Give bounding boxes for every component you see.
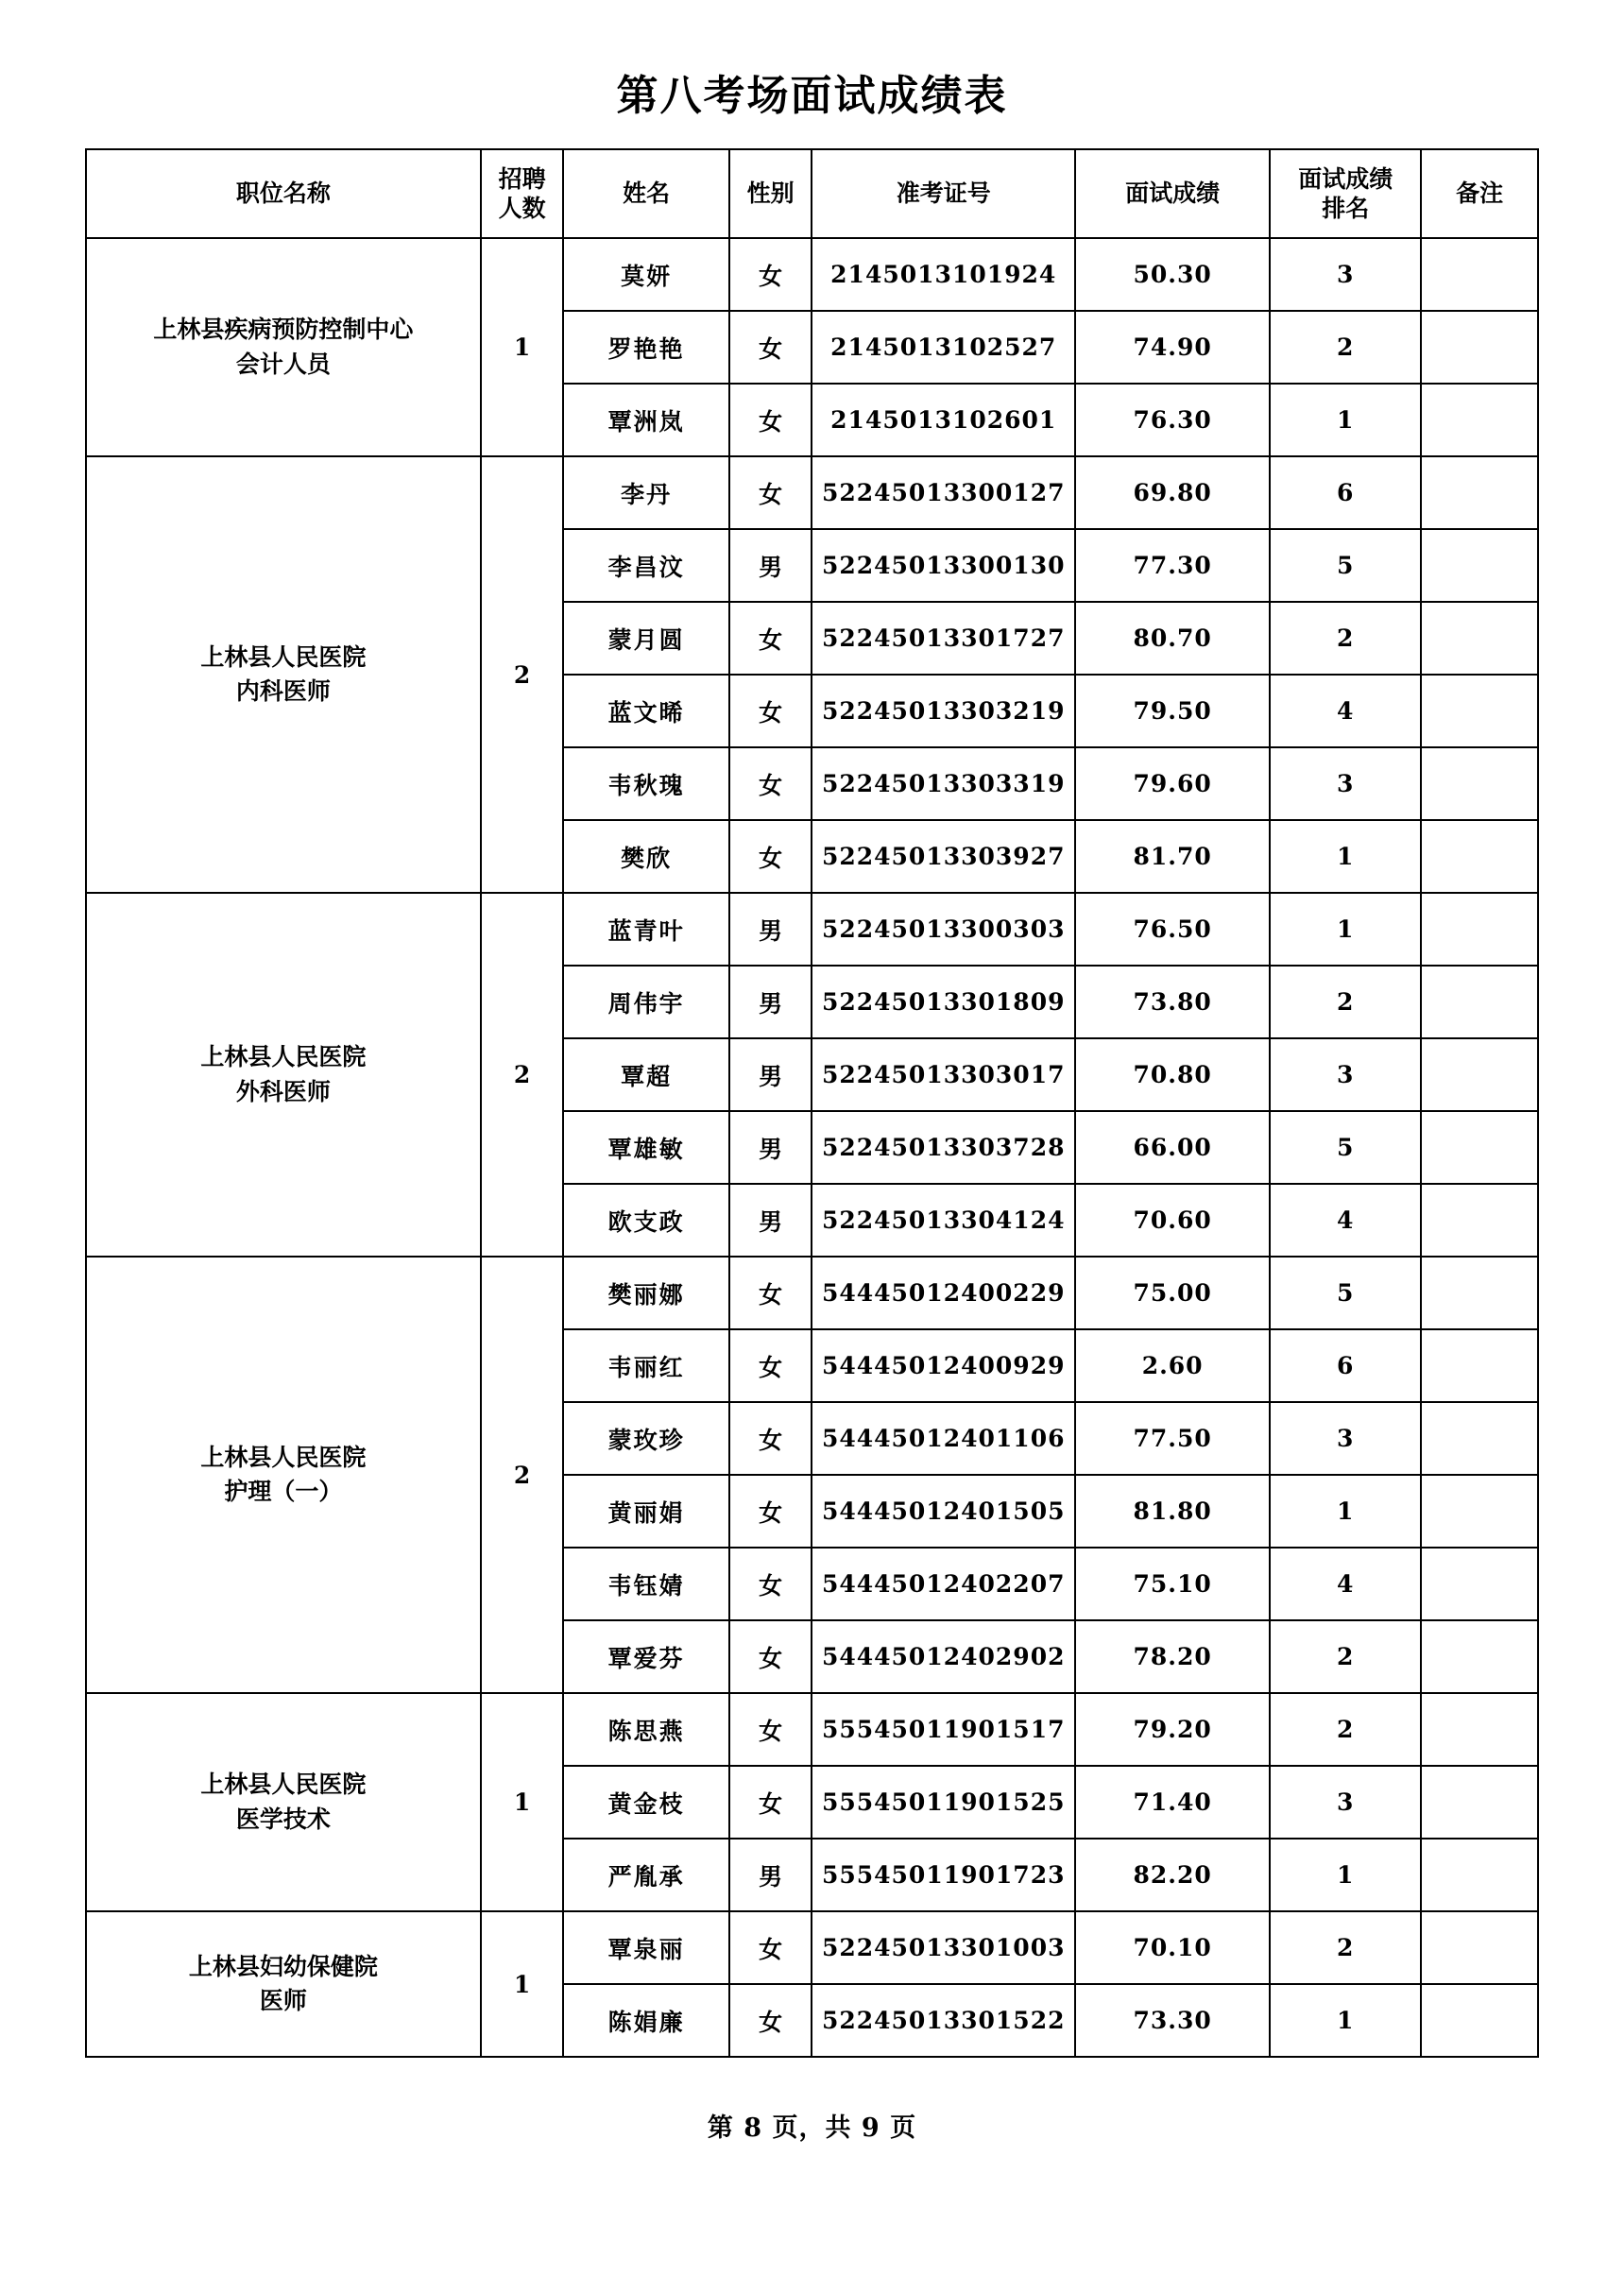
admission-id-cell: 54445012401106	[812, 1402, 1075, 1475]
interview-rank-cell: 4	[1270, 1184, 1421, 1257]
table-row	[86, 893, 1538, 966]
remark-cell	[1421, 893, 1538, 966]
interview-rank-cell: 6	[1270, 1329, 1421, 1402]
interview-rank-cell: 3	[1270, 747, 1421, 820]
admission-id-cell: 52245013303319	[812, 747, 1075, 820]
interview-rank-cell: 4	[1270, 675, 1421, 747]
remark-cell	[1421, 1402, 1538, 1475]
interview-rank-cell: 2	[1270, 1911, 1421, 1984]
remark-cell	[1421, 747, 1538, 820]
gender-cell: 男	[729, 1038, 812, 1111]
candidate-name-cell: 覃雄敏	[563, 1111, 728, 1184]
position-name-cell	[86, 456, 481, 893]
interview-score-cell: 73.30	[1075, 1984, 1270, 2057]
interview-rank-cell: 1	[1270, 1984, 1421, 2057]
interview-score-cell: 2.60	[1075, 1329, 1270, 1402]
interview-score-cell: 78.20	[1075, 1620, 1270, 1693]
admission-id-cell: 54445012400929	[812, 1329, 1075, 1402]
table-body	[86, 238, 1538, 2057]
position-name-line1: 上林县疾病预防控制中心	[153, 316, 414, 344]
interview-rank-cell: 1	[1270, 1839, 1421, 1911]
remark-cell	[1421, 1911, 1538, 1984]
interview-rank-cell: 3	[1270, 1402, 1421, 1475]
gender-cell: 男	[729, 966, 812, 1038]
admission-id-cell: 2145013101924	[812, 238, 1075, 311]
table-row	[86, 1911, 1538, 1984]
gender-cell: 女	[729, 1911, 812, 1984]
admission-id-cell: 52245013304124	[812, 1184, 1075, 1257]
interview-score-cell: 79.60	[1075, 747, 1270, 820]
interview-rank-cell: 2	[1270, 1693, 1421, 1766]
interview-score-cell: 70.60	[1075, 1184, 1270, 1257]
gender-cell: 女	[729, 1402, 812, 1475]
admission-id-cell: 55545011901517	[812, 1693, 1075, 1766]
gender-cell: 男	[729, 529, 812, 602]
interview-rank-cell: 2	[1270, 966, 1421, 1038]
candidate-name-cell: 黄金枝	[563, 1766, 728, 1839]
admission-id-cell: 52245013300303	[812, 893, 1075, 966]
page-title: 第八考场面试成绩表	[616, 72, 1008, 120]
candidate-name-cell: 覃超	[563, 1038, 728, 1111]
candidate-name-cell: 樊丽娜	[563, 1257, 728, 1329]
admission-id-cell: 54445012402902	[812, 1620, 1075, 1693]
interview-score-cell: 73.80	[1075, 966, 1270, 1038]
column-header-count-line1: 招聘	[498, 164, 546, 193]
admission-id-cell: 54445012400229	[812, 1257, 1075, 1329]
interview-score-cell: 75.10	[1075, 1548, 1270, 1620]
interview-rank-cell: 5	[1270, 1257, 1421, 1329]
remark-cell	[1421, 1475, 1538, 1548]
candidate-name-cell: 韦钰婧	[563, 1548, 728, 1620]
table-header-row	[86, 149, 1538, 238]
column-header-rank-line1: 面试成绩	[1298, 164, 1393, 193]
interview-score-cell: 74.90	[1075, 311, 1270, 384]
admission-id-cell: 52245013303728	[812, 1111, 1075, 1184]
position-name-line2: 医学技术	[235, 1805, 331, 1833]
interview-rank-cell: 4	[1270, 1548, 1421, 1620]
admission-id-cell: 54445012401505	[812, 1475, 1075, 1548]
interview-score-cell: 70.80	[1075, 1038, 1270, 1111]
candidate-name-cell: 覃爱芬	[563, 1620, 728, 1693]
recruit-count-cell: 2	[481, 456, 564, 893]
gender-cell: 女	[729, 820, 812, 893]
interview-score-cell: 69.80	[1075, 456, 1270, 529]
admission-id-cell: 52245013300127	[812, 456, 1075, 529]
remark-cell	[1421, 675, 1538, 747]
interview-score-cell: 81.80	[1075, 1475, 1270, 1548]
candidate-name-cell: 李丹	[563, 456, 728, 529]
remark-cell	[1421, 238, 1538, 311]
admission-id-cell: 55545011901525	[812, 1766, 1075, 1839]
interview-score-cell: 70.10	[1075, 1911, 1270, 1984]
interview-rank-cell: 1	[1270, 820, 1421, 893]
admission-id-cell: 52245013301522	[812, 1984, 1075, 2057]
page-footer: 第 8 页，共 9 页	[707, 2113, 917, 2143]
candidate-name-cell: 莫妍	[563, 238, 728, 311]
position-name-line2: 护理（一）	[224, 1478, 343, 1505]
interview-rank-cell: 3	[1270, 1038, 1421, 1111]
candidate-name-cell: 韦丽红	[563, 1329, 728, 1402]
remark-cell	[1421, 456, 1538, 529]
candidate-name-cell: 蓝青叶	[563, 893, 728, 966]
gender-cell: 女	[729, 238, 812, 311]
table-row	[86, 1257, 1538, 1329]
interview-score-table	[85, 148, 1539, 2058]
candidate-name-cell: 罗艳艳	[563, 311, 728, 384]
admission-id-cell: 55545011901723	[812, 1839, 1075, 1911]
position-name-line2: 会计人员	[235, 350, 331, 378]
position-name-line1: 上林县人民医院	[200, 642, 367, 671]
position-name-line1: 上林县妇幼保健院	[188, 1952, 378, 1980]
table-row	[86, 1693, 1538, 1766]
candidate-name-cell: 周伟宇	[563, 966, 728, 1038]
interview-rank-cell: 5	[1270, 529, 1421, 602]
gender-cell: 女	[729, 602, 812, 675]
interview-rank-cell: 3	[1270, 1766, 1421, 1839]
candidate-name-cell: 欧支政	[563, 1184, 728, 1257]
recruit-count-cell: 2	[481, 893, 564, 1257]
interview-rank-cell: 6	[1270, 456, 1421, 529]
position-name-cell	[86, 1257, 481, 1693]
candidate-name-cell: 蓝文晞	[563, 675, 728, 747]
admission-id-cell: 54445012402207	[812, 1548, 1075, 1620]
column-header-rank-line2: 排名	[1322, 195, 1370, 222]
remark-cell	[1421, 1548, 1538, 1620]
admission-id-cell: 52245013301003	[812, 1911, 1075, 1984]
interview-score-cell: 77.50	[1075, 1402, 1270, 1475]
gender-cell: 女	[729, 456, 812, 529]
column-header-rank	[1270, 149, 1421, 238]
admission-id-cell: 2145013102527	[812, 311, 1075, 384]
admission-id-cell: 52245013303017	[812, 1038, 1075, 1111]
interview-rank-cell: 2	[1270, 1620, 1421, 1693]
gender-cell: 女	[729, 1548, 812, 1620]
remark-cell	[1421, 1839, 1538, 1911]
interview-rank-cell: 1	[1270, 1475, 1421, 1548]
recruit-count-cell: 1	[481, 238, 564, 456]
interview-rank-cell: 2	[1270, 311, 1421, 384]
gender-cell: 女	[729, 311, 812, 384]
remark-cell	[1421, 1766, 1538, 1839]
remark-cell	[1421, 1620, 1538, 1693]
table-header	[86, 149, 1538, 238]
interview-score-cell: 50.30	[1075, 238, 1270, 311]
admission-id-cell: 52245013300130	[812, 529, 1075, 602]
interview-score-cell: 80.70	[1075, 602, 1270, 675]
gender-cell: 女	[729, 1766, 812, 1839]
candidate-name-cell: 李昌汶	[563, 529, 728, 602]
gender-cell: 女	[729, 1693, 812, 1766]
remark-cell	[1421, 1329, 1538, 1402]
gender-cell: 女	[729, 747, 812, 820]
gender-cell: 男	[729, 893, 812, 966]
gender-cell: 女	[729, 1620, 812, 1693]
admission-id-cell: 2145013102601	[812, 384, 1075, 456]
gender-cell: 女	[729, 384, 812, 456]
position-name-line2: 内科医师	[235, 677, 331, 705]
interview-score-cell: 81.70	[1075, 820, 1270, 893]
candidate-name-cell: 蒙月圆	[563, 602, 728, 675]
remark-cell	[1421, 1038, 1538, 1111]
column-header-score: 面试成绩	[1075, 149, 1270, 238]
gender-cell: 女	[729, 1984, 812, 2057]
candidate-name-cell: 覃洲岚	[563, 384, 728, 456]
remark-cell	[1421, 1184, 1538, 1257]
candidate-name-cell: 樊欣	[563, 820, 728, 893]
recruit-count-cell: 2	[481, 1257, 564, 1693]
gender-cell: 女	[729, 675, 812, 747]
interview-score-cell: 77.30	[1075, 529, 1270, 602]
interview-rank-cell: 1	[1270, 893, 1421, 966]
position-name-cell	[86, 1693, 481, 1911]
interview-score-cell: 76.50	[1075, 893, 1270, 966]
remark-cell	[1421, 602, 1538, 675]
admission-id-cell: 52245013303219	[812, 675, 1075, 747]
gender-cell: 男	[729, 1184, 812, 1257]
recruit-count-cell: 1	[481, 1693, 564, 1911]
gender-cell: 女	[729, 1257, 812, 1329]
interview-score-cell: 66.00	[1075, 1111, 1270, 1184]
position-name-line1: 上林县人民医院	[200, 1043, 367, 1071]
candidate-name-cell: 严胤承	[563, 1839, 728, 1911]
column-header-position: 职位名称	[86, 149, 481, 238]
column-header-gender: 性别	[729, 149, 812, 238]
column-header-remark: 备注	[1421, 149, 1538, 238]
admission-id-cell: 52245013303927	[812, 820, 1075, 893]
interview-score-cell: 76.30	[1075, 384, 1270, 456]
interview-rank-cell: 2	[1270, 602, 1421, 675]
interview-score-cell: 75.00	[1075, 1257, 1270, 1329]
candidate-name-cell: 陈娟廉	[563, 1984, 728, 2057]
remark-cell	[1421, 1257, 1538, 1329]
interview-score-cell: 71.40	[1075, 1766, 1270, 1839]
position-name-cell	[86, 893, 481, 1257]
interview-rank-cell: 1	[1270, 384, 1421, 456]
interview-rank-cell: 5	[1270, 1111, 1421, 1184]
remark-cell	[1421, 384, 1538, 456]
interview-score-cell: 79.20	[1075, 1693, 1270, 1766]
gender-cell: 男	[729, 1111, 812, 1184]
table-row	[86, 238, 1538, 311]
candidate-name-cell: 韦秋瑰	[563, 747, 728, 820]
admission-id-cell: 52245013301809	[812, 966, 1075, 1038]
recruit-count-cell: 1	[481, 1911, 564, 2057]
interview-rank-cell: 3	[1270, 238, 1421, 311]
position-name-line2: 外科医师	[235, 1077, 331, 1105]
remark-cell	[1421, 820, 1538, 893]
candidate-name-cell: 陈思燕	[563, 1693, 728, 1766]
position-name-line1: 上林县人民医院	[200, 1771, 367, 1799]
gender-cell: 男	[729, 1839, 812, 1911]
column-header-count-line2: 人数	[498, 195, 546, 222]
candidate-name-cell: 蒙玫珍	[563, 1402, 728, 1475]
position-name-line2: 医师	[259, 1987, 307, 2014]
gender-cell: 女	[729, 1329, 812, 1402]
remark-cell	[1421, 529, 1538, 602]
remark-cell	[1421, 966, 1538, 1038]
gender-cell: 女	[729, 1475, 812, 1548]
column-header-count	[481, 149, 564, 238]
remark-cell	[1421, 1984, 1538, 2057]
position-name-cell	[86, 238, 481, 456]
interview-score-cell: 79.50	[1075, 675, 1270, 747]
column-header-name: 姓名	[563, 149, 728, 238]
interview-score-cell: 82.20	[1075, 1839, 1270, 1911]
position-name-cell	[86, 1911, 481, 2057]
position-name-line1: 上林县人民医院	[200, 1443, 367, 1471]
candidate-name-cell: 覃泉丽	[563, 1911, 728, 1984]
remark-cell	[1421, 1111, 1538, 1184]
remark-cell	[1421, 311, 1538, 384]
admission-id-cell: 52245013301727	[812, 602, 1075, 675]
candidate-name-cell: 黄丽娟	[563, 1475, 728, 1548]
table-row	[86, 456, 1538, 529]
remark-cell	[1421, 1693, 1538, 1766]
column-header-admission-id: 准考证号	[812, 149, 1075, 238]
